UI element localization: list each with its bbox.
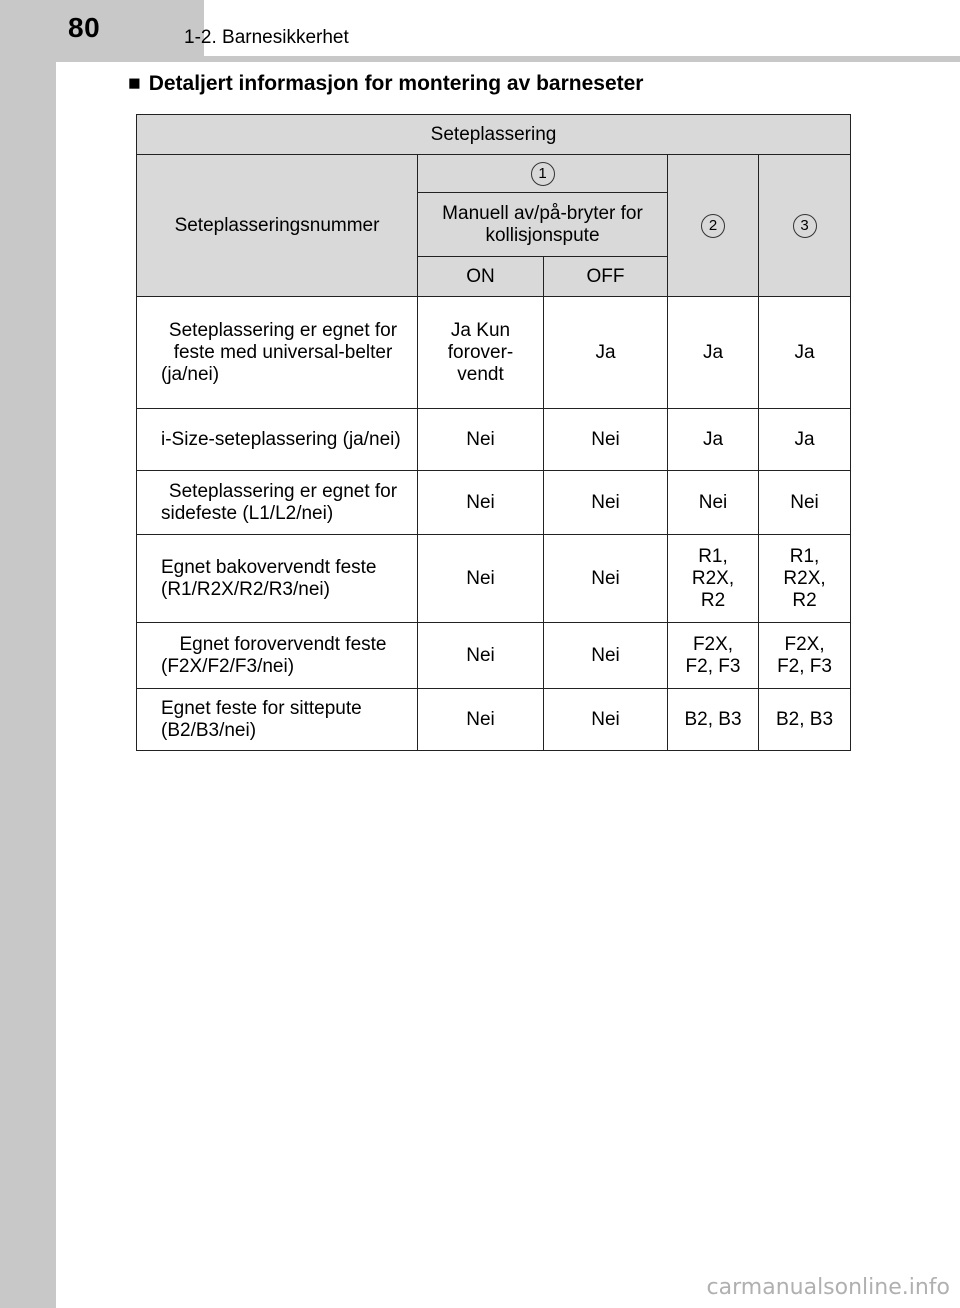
row-label-header: Seteplasseringsnummer xyxy=(137,155,418,297)
watermark-brand: carmanualsonline.info xyxy=(706,1275,950,1300)
position-2-header xyxy=(668,155,759,297)
cell-off: Nei xyxy=(544,689,668,751)
airbag-switch-header: Manuell av/på-bryter for kollisjonspute xyxy=(418,193,668,257)
on-header: ON xyxy=(418,257,544,297)
row-label: Egnet feste for sittepute (B2/B3/nei) xyxy=(137,689,418,751)
row-label: Egnet forovervendt feste (F2X/F2/F3/nei) xyxy=(137,623,418,689)
cell-on: Nei xyxy=(418,471,544,535)
circled-number-1-icon: 1 xyxy=(531,162,555,186)
cell-pos3: F2X, F2, F3 xyxy=(759,623,851,689)
cell-pos3: Nei xyxy=(759,471,851,535)
cell-pos3: R1, R2X, R2 xyxy=(759,535,851,623)
cell-pos2: Nei xyxy=(668,471,759,535)
cell-pos3: Ja xyxy=(759,409,851,471)
row-label: Egnet bakovervendt feste (R1/R2X/R2/R3/nei) xyxy=(137,535,418,623)
table-title: Seteplassering xyxy=(137,115,851,155)
position-3-header xyxy=(759,155,851,297)
circled-number-3-icon: 3 xyxy=(793,214,817,238)
cell-off: Nei xyxy=(544,471,668,535)
cell-on: Nei xyxy=(418,623,544,689)
row-label: Seteplassering er egnet for sidefeste (L1/L2/nei) xyxy=(137,471,418,535)
cell-off: Nei xyxy=(544,535,668,623)
heading-text: Detaljert informasjon for montering av barneseter xyxy=(148,72,644,95)
table-row xyxy=(137,623,851,689)
cell-on: Nei xyxy=(418,409,544,471)
page-number: 80 xyxy=(68,12,101,43)
square-bullet-icon: ■ xyxy=(128,72,141,95)
cell-pos2: F2X, F2, F3 xyxy=(668,623,759,689)
cell-off: Nei xyxy=(544,409,668,471)
seat-position-table xyxy=(136,114,851,751)
cell-pos3: Ja xyxy=(759,297,851,409)
cell-on: Nei xyxy=(418,535,544,623)
side-bar xyxy=(0,0,56,1308)
table-row xyxy=(137,689,851,751)
table-row xyxy=(137,471,851,535)
section-title: 1-2. Barnesikkerhet xyxy=(184,27,349,48)
cell-pos2: R1, R2X, R2 xyxy=(668,535,759,623)
table-row xyxy=(137,535,851,623)
cell-pos2: Ja xyxy=(668,409,759,471)
table-row xyxy=(137,297,851,409)
row-label: Seteplassering er egnet for feste med universal-belter (ja/nei) xyxy=(137,297,418,409)
row-label: i-Size-seteplassering (ja/nei) xyxy=(137,409,418,471)
cell-pos2: B2, B3 xyxy=(668,689,759,751)
off-header: OFF xyxy=(544,257,668,297)
cell-off: Ja xyxy=(544,297,668,409)
cell-on: Ja Kun forover-vendt xyxy=(418,297,544,409)
cell-on: Nei xyxy=(418,689,544,751)
circled-number-2-icon: 2 xyxy=(701,214,725,238)
cell-off: Nei xyxy=(544,623,668,689)
cell-pos2: Ja xyxy=(668,297,759,409)
position-1-header xyxy=(418,155,668,193)
table-row xyxy=(137,409,851,471)
header-divider xyxy=(56,56,960,62)
page-heading xyxy=(128,72,643,96)
cell-pos3: B2, B3 xyxy=(759,689,851,751)
